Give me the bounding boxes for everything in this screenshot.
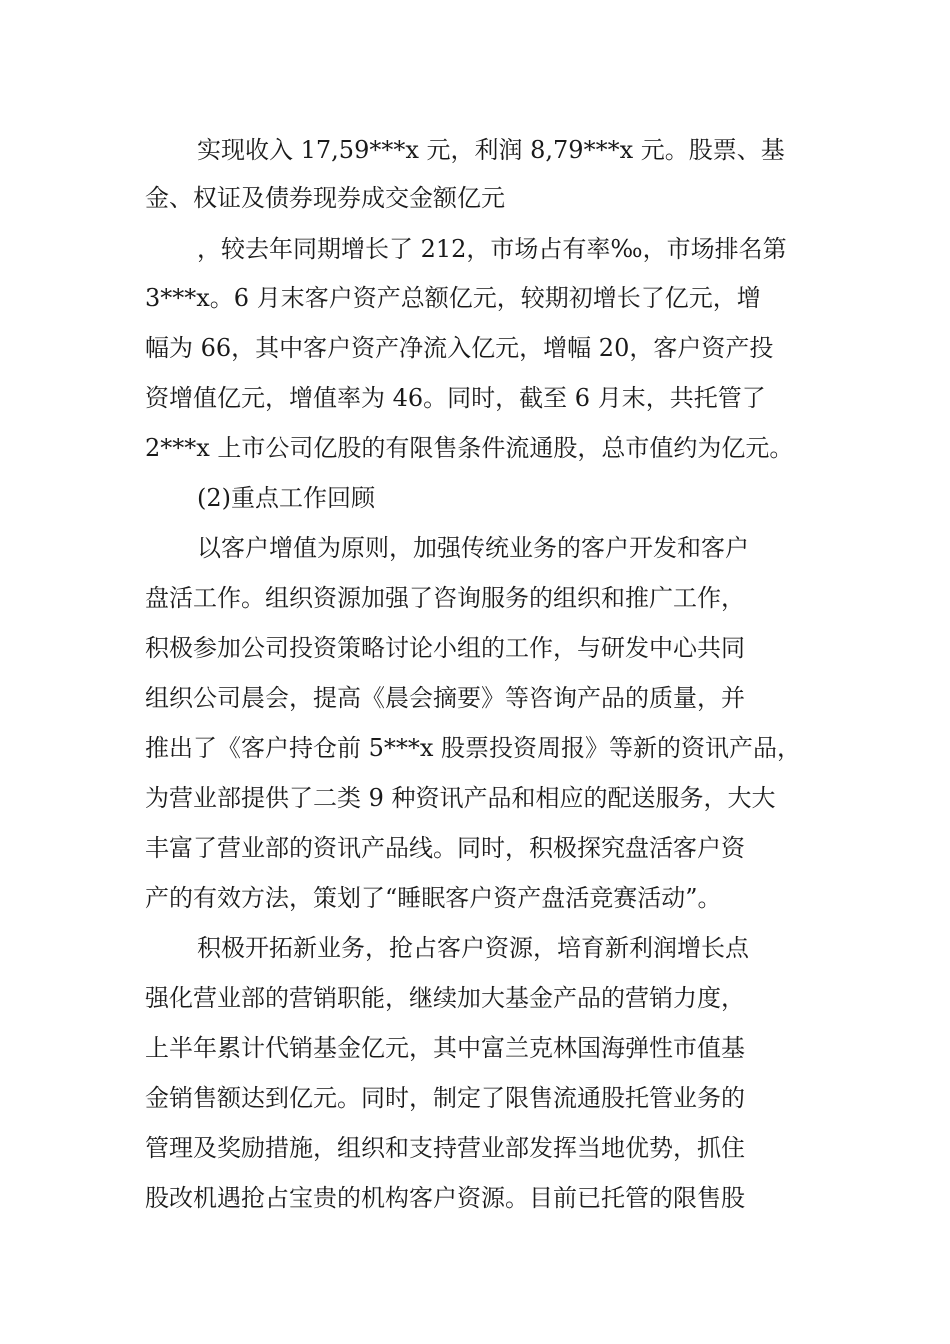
paragraph-line: 丰富了营业部的资讯产品线。同时，积极探究盘活客户资 [145,834,745,862]
paragraph-line: 幅为 66，其中客户资产净流入亿元，增幅 20，客户资产投 [145,334,774,362]
paragraph-line: 金、权证及债券现券成交金额亿元 [145,184,505,212]
section-heading: (2)重点工作回顾 [197,484,375,512]
paragraph-line: 金销售额达到亿元。同时，制定了限售流通股托管业务的 [145,1084,745,1112]
paragraph-line: 实现收入 17,59***x 元，利润 8,79***x 元。股票、基 [197,136,785,164]
paragraph-line: 管理及奖励措施，组织和支持营业部发挥当地优势，抓住 [145,1134,745,1162]
paragraph-line: 2***x 上市公司亿股的有限售条件流通股，总市值约为亿元。 [145,434,794,462]
paragraph-line: 资增值亿元，增值率为 46。同时，截至 6 月末，共托管了 [145,384,766,412]
paragraph-line: 组织公司晨会，提高《晨会摘要》等咨询产品的质量，并 [145,684,745,712]
paragraph-line: 积极参加公司投资策略讨论小组的工作，与研发中心共同 [145,634,745,662]
paragraph-line: 股改机遇抢占宝贵的机构客户资源。目前已托管的限售股 [145,1184,745,1212]
paragraph-line: 盘活工作。组织资源加强了咨询服务的组织和推广工作， [145,584,745,612]
paragraph-line: 上半年累计代销基金亿元，其中富兰克林国海弹性市值基 [145,1034,745,1062]
paragraph-line: 产的有效方法，策划了“睡眠客户资产盘活竞赛活动”。 [145,884,722,912]
paragraph-line: 以客户增值为原则，加强传统业务的客户开发和客户 [197,534,749,562]
paragraph-line: 3***x。6 月末客户资产总额亿元，较期初增长了亿元，增 [145,284,761,312]
paragraph-line: 积极开拓新业务，抢占客户资源，培育新利润增长点 [197,934,749,962]
paragraph-line: 强化营业部的营销职能，继续加大基金产品的营销力度， [145,984,745,1012]
paragraph-line: ，较去年同期增长了 212，市场占有率‰，市场排名第 [197,235,787,263]
paragraph-line: 推出了《客户持仓前 5***x 股票投资周报》等新的资讯产品， [145,734,802,762]
paragraph-line: 为营业部提供了二类 9 种资讯产品和相应的配送服务，大大 [145,784,776,812]
